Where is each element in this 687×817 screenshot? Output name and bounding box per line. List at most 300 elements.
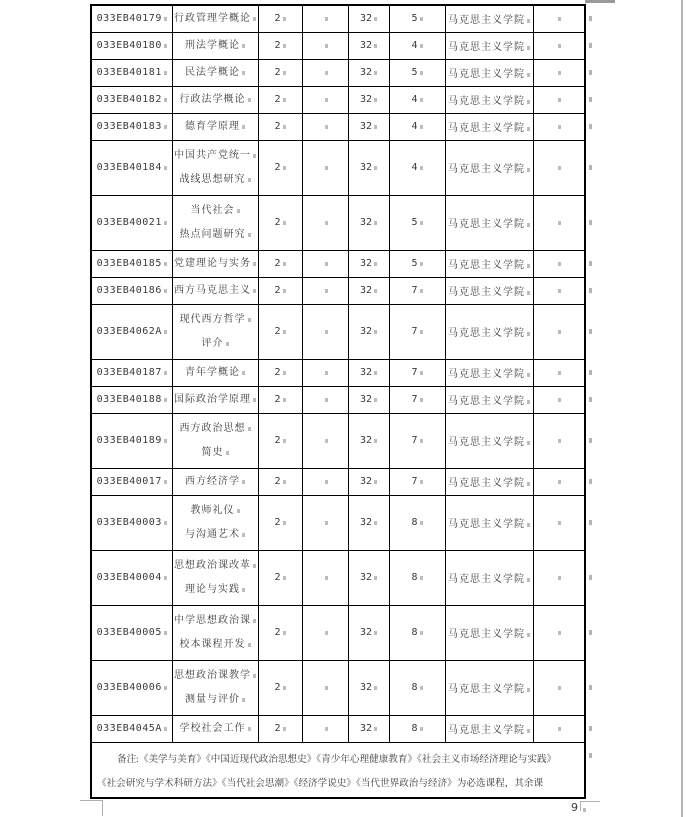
empty-cell[interactable] (302, 59, 348, 86)
row-end-mark-icon (589, 261, 592, 266)
row-end-mark-icon (589, 124, 592, 129)
department-name: 马克思主义学院 (448, 437, 525, 448)
cell-end-mark-icon (164, 576, 167, 580)
semester-cell[interactable] (389, 550, 445, 605)
semester-cell[interactable] (389, 113, 445, 140)
hours-value: 32 (359, 162, 373, 173)
empty-cell[interactable] (302, 495, 348, 550)
course-name-cell[interactable] (172, 113, 258, 140)
empty-cell-2[interactable] (533, 5, 585, 32)
hours-cell[interactable] (348, 195, 389, 250)
course-code-cell[interactable] (91, 550, 172, 605)
course-code-cell[interactable] (91, 86, 172, 113)
cell-end-mark-icon (253, 262, 256, 266)
course-name-line (173, 279, 258, 303)
department-name: 马克思主义学院 (448, 15, 525, 27)
course-code: 033EB40003 (96, 517, 162, 528)
cell-end-mark-icon (420, 330, 423, 334)
credits-value: 2 (274, 367, 281, 378)
note-line-1: 备注:《美学与美育》《中国近现代政治思想史》《青少年心理健康教育》《社会主义市场经济理论与实践》 (117, 754, 557, 766)
cell-end-mark-icon (420, 576, 423, 580)
department-cell[interactable] (445, 86, 533, 113)
department-name: 马克思主义学院 (448, 328, 525, 339)
row-end-mark-icon (589, 575, 592, 580)
department-cell[interactable] (445, 413, 533, 468)
semester-value: 4 (411, 40, 418, 51)
department-cell[interactable] (445, 605, 533, 660)
row-end-mark-icon (589, 520, 592, 525)
course-name: 评介 (201, 337, 224, 349)
cell-end-mark-icon (283, 262, 286, 266)
semester-cell[interactable] (389, 140, 445, 195)
credits-cell[interactable] (258, 605, 302, 660)
empty-cell[interactable] (302, 113, 348, 140)
course-code-cell[interactable] (91, 386, 172, 413)
hours-cell[interactable] (348, 86, 389, 113)
cell-end-mark-icon (374, 330, 377, 334)
course-name-line (173, 252, 258, 276)
credits-cell[interactable] (258, 304, 302, 359)
course-code-cell[interactable] (91, 660, 172, 715)
course-code: 033EB40005 (96, 627, 162, 638)
semester-cell[interactable] (389, 386, 445, 413)
hours-cell[interactable] (348, 32, 389, 59)
cell-end-mark-icon (325, 44, 328, 48)
department-cell[interactable] (445, 495, 533, 550)
hours-value: 32 (359, 517, 373, 528)
semester-cell[interactable] (389, 32, 445, 59)
cell-end-mark-icon (420, 371, 423, 375)
semester-cell[interactable] (389, 250, 445, 277)
hours-cell[interactable] (348, 113, 389, 140)
department-cell[interactable] (445, 715, 533, 742)
credits-cell[interactable] (258, 359, 302, 386)
cell-end-mark-icon (374, 480, 377, 484)
course-name-cell[interactable] (172, 715, 258, 742)
course-name-cell[interactable] (172, 277, 258, 304)
course-name-cell[interactable] (172, 386, 258, 413)
course-code: 033EB40180 (96, 40, 162, 51)
hours-cell[interactable] (348, 386, 389, 413)
table-row (91, 5, 585, 32)
course-code-cell[interactable] (91, 468, 172, 495)
table-row (91, 250, 585, 277)
course-name-cell[interactable] (172, 413, 258, 468)
course-name: 中学思想政治课 (174, 614, 251, 626)
department-cell[interactable] (445, 386, 533, 413)
cell-end-mark-icon (242, 533, 245, 537)
empty-cell-2[interactable] (533, 250, 585, 277)
semester-cell[interactable] (389, 605, 445, 660)
department-cell[interactable] (445, 468, 533, 495)
course-code: 033EB40184 (96, 162, 162, 173)
cell-end-mark-icon (325, 262, 328, 266)
course-name-cell[interactable] (172, 468, 258, 495)
empty-cell[interactable] (302, 660, 348, 715)
course-code-cell[interactable] (91, 140, 172, 195)
cell-end-mark-icon (226, 342, 229, 346)
course-name: 西方马克思主义 (174, 284, 251, 296)
course-code-cell[interactable] (91, 277, 172, 304)
department-cell[interactable] (445, 359, 533, 386)
hours-cell[interactable] (348, 550, 389, 605)
course-name-line (173, 332, 258, 356)
course-code: 033EB40185 (96, 258, 162, 269)
course-code-cell[interactable] (91, 304, 172, 359)
empty-cell[interactable] (302, 550, 348, 605)
empty-cell-2[interactable] (533, 113, 585, 140)
cell-end-mark-icon (164, 371, 167, 375)
cell-end-mark-icon (420, 166, 423, 170)
cell-end-mark-icon (558, 398, 561, 402)
footer-crop-mark-right (580, 801, 600, 802)
empty-cell[interactable] (302, 304, 348, 359)
empty-cell[interactable] (302, 140, 348, 195)
credits-cell[interactable] (258, 550, 302, 605)
hours-value: 32 (359, 258, 373, 269)
table-row (91, 495, 585, 550)
semester-value: 8 (411, 572, 418, 583)
hours-cell[interactable] (348, 359, 389, 386)
row-end-mark-icon (589, 685, 592, 690)
course-name-cell[interactable] (172, 86, 258, 113)
credits-cell[interactable] (258, 32, 302, 59)
table-row (91, 386, 585, 413)
department-cell[interactable] (445, 550, 533, 605)
hours-cell[interactable] (348, 277, 389, 304)
course-code-cell[interactable] (91, 605, 172, 660)
credits-cell[interactable] (258, 5, 302, 32)
department-name: 马克思主义学院 (448, 396, 525, 407)
cell-end-mark-icon (283, 521, 286, 525)
semester-value: 7 (411, 326, 418, 337)
course-code-cell[interactable] (91, 5, 172, 32)
hours-value: 32 (359, 13, 373, 25)
empty-cell[interactable] (302, 468, 348, 495)
cell-end-mark-icon (558, 221, 561, 225)
empty-cell[interactable] (302, 86, 348, 113)
empty-cell[interactable] (302, 277, 348, 304)
semester-cell[interactable] (389, 715, 445, 742)
empty-cell[interactable] (302, 413, 348, 468)
course-code: 033EB40004 (96, 572, 162, 583)
credits-cell[interactable] (258, 277, 302, 304)
credits-cell[interactable] (258, 250, 302, 277)
cell-end-mark-icon (558, 71, 561, 75)
course-name-line (173, 470, 258, 494)
empty-cell-2[interactable] (533, 32, 585, 59)
cell-end-mark-icon (374, 576, 377, 580)
empty-cell[interactable] (302, 32, 348, 59)
course-name-cell[interactable] (172, 32, 258, 59)
cell-end-mark-icon (253, 154, 256, 158)
course-name-cell[interactable] (172, 550, 258, 605)
semester-cell[interactable] (389, 660, 445, 715)
credits-value: 2 (274, 258, 281, 269)
credits-value: 2 (274, 394, 281, 405)
hours-value: 32 (359, 627, 373, 638)
course-code-cell[interactable] (91, 32, 172, 59)
cell-end-mark-icon (527, 73, 530, 77)
cell-end-mark-icon (558, 686, 561, 690)
semester-value: 8 (411, 517, 418, 528)
hours-cell[interactable] (348, 140, 389, 195)
department-cell[interactable] (445, 277, 533, 304)
course-name-cell[interactable] (172, 250, 258, 277)
hours-value: 32 (359, 367, 373, 378)
semester-cell[interactable] (389, 495, 445, 550)
empty-cell[interactable] (302, 195, 348, 250)
department-name: 马克思主义学院 (448, 69, 525, 80)
note-line-2: 《社会研究与学术科研方法》《当代社会思潮》《经济学说史》《当代世界政治与经济》为必选课程，其余课 (97, 778, 544, 790)
row-end-mark-icon (589, 70, 592, 75)
course-name: 党建理论与实务 (174, 257, 251, 269)
course-code-cell[interactable] (91, 113, 172, 140)
cell-end-mark-icon (164, 17, 167, 21)
semester-cell[interactable] (389, 195, 445, 250)
hours-cell[interactable] (348, 468, 389, 495)
course-name-line (173, 417, 258, 441)
department-cell[interactable] (445, 140, 533, 195)
course-name-cell[interactable] (172, 495, 258, 550)
cell-end-mark-icon (374, 631, 377, 635)
cell-end-mark-icon (558, 480, 561, 484)
hours-cell[interactable] (348, 413, 389, 468)
course-code: 033EB40182 (96, 94, 162, 105)
course-code-cell[interactable] (91, 413, 172, 468)
row-end-mark-icon (589, 753, 592, 758)
course-code-cell[interactable] (91, 495, 172, 550)
empty-cell-2[interactable] (533, 468, 585, 495)
note-cell[interactable] (91, 742, 585, 798)
course-code: 033EB4062A (96, 326, 162, 337)
credits-cell[interactable] (258, 660, 302, 715)
hours-cell[interactable] (348, 304, 389, 359)
credits-value: 2 (274, 435, 281, 446)
department-name: 马克思主义学院 (448, 219, 525, 230)
course-name-line (173, 664, 258, 688)
course-name: 中国共产党统一 (174, 149, 251, 161)
course-name-cell[interactable] (172, 304, 258, 359)
course-code-cell[interactable] (91, 195, 172, 250)
department-name: 马克思主义学院 (448, 725, 525, 736)
credits-cell[interactable] (258, 113, 302, 140)
cell-end-mark-icon (283, 17, 286, 21)
credits-value: 2 (274, 121, 281, 132)
row-end-mark-icon (589, 329, 592, 334)
course-name-cell[interactable] (172, 5, 258, 32)
empty-cell[interactable] (302, 715, 348, 742)
cell-end-mark-icon (374, 439, 377, 443)
hours-cell[interactable] (348, 495, 389, 550)
course-name-line (173, 578, 258, 602)
course-name-cell[interactable] (172, 140, 258, 195)
cell-end-mark-icon (374, 166, 377, 170)
semester-cell[interactable] (389, 359, 445, 386)
department-cell[interactable] (445, 32, 533, 59)
semester-cell[interactable] (389, 59, 445, 86)
cell-end-mark-icon (558, 289, 561, 293)
empty-cell-2[interactable] (533, 195, 585, 250)
row-end-mark-icon (589, 43, 592, 48)
table-row (91, 715, 585, 742)
credits-value: 2 (274, 285, 281, 296)
credits-cell[interactable] (258, 59, 302, 86)
empty-cell-2[interactable] (533, 86, 585, 113)
empty-cell-2[interactable] (533, 304, 585, 359)
cell-end-mark-icon (226, 451, 229, 455)
semester-cell[interactable] (389, 5, 445, 32)
cell-end-mark-icon (420, 71, 423, 75)
empty-cell-2[interactable] (533, 715, 585, 742)
hours-value: 32 (359, 40, 373, 51)
department-cell[interactable] (445, 195, 533, 250)
credits-value: 2 (274, 94, 281, 105)
course-name: 校本课程开发 (179, 638, 246, 650)
empty-cell-2[interactable] (533, 59, 585, 86)
cell-end-mark-icon (527, 127, 530, 131)
cell-end-mark-icon (325, 631, 328, 635)
empty-cell-2[interactable] (533, 605, 585, 660)
course-name: 西方政治思想 (179, 422, 246, 434)
cell-end-mark-icon (325, 125, 328, 129)
department-cell[interactable] (445, 113, 533, 140)
cell-end-mark-icon (325, 71, 328, 75)
course-name-line (173, 144, 258, 168)
empty-cell-2[interactable] (533, 550, 585, 605)
note-row-body (91, 742, 585, 798)
cell-end-mark-icon (374, 727, 377, 731)
credits-value: 2 (274, 326, 281, 337)
credits-cell[interactable] (258, 140, 302, 195)
course-code: 033EB40006 (96, 682, 162, 693)
cell-end-mark-icon (164, 71, 167, 75)
semester-cell[interactable] (389, 413, 445, 468)
course-code-cell[interactable] (91, 59, 172, 86)
hours-cell[interactable] (348, 715, 389, 742)
cell-end-mark-icon (527, 291, 530, 295)
credits-cell[interactable] (258, 495, 302, 550)
department-cell[interactable] (445, 250, 533, 277)
course-code-cell[interactable] (91, 715, 172, 742)
hours-cell[interactable] (348, 5, 389, 32)
semester-cell[interactable] (389, 468, 445, 495)
cell-end-mark-icon (248, 727, 251, 731)
credits-cell[interactable] (258, 715, 302, 742)
credits-cell[interactable] (258, 386, 302, 413)
empty-cell-2[interactable] (533, 277, 585, 304)
cell-end-mark-icon (558, 576, 561, 580)
table-row (91, 605, 585, 660)
hours-value: 32 (359, 572, 373, 583)
course-code-cell[interactable] (91, 250, 172, 277)
cell-end-mark-icon (242, 588, 245, 592)
course-name-line (173, 223, 258, 247)
credits-cell[interactable] (258, 468, 302, 495)
scrollbar-thumb-fragment[interactable] (585, 0, 615, 3)
course-name-cell[interactable] (172, 660, 258, 715)
course-code: 033EB4045A (96, 723, 162, 734)
course-name-cell[interactable] (172, 359, 258, 386)
semester-cell[interactable] (389, 86, 445, 113)
hours-cell[interactable] (348, 59, 389, 86)
empty-cell-2[interactable] (533, 495, 585, 550)
credits-cell[interactable] (258, 86, 302, 113)
hours-cell[interactable] (348, 660, 389, 715)
cell-end-mark-icon (558, 98, 561, 102)
course-code-cell[interactable] (91, 359, 172, 386)
row-end-mark-icon (589, 165, 592, 170)
empty-cell-2[interactable] (533, 413, 585, 468)
empty-cell[interactable] (302, 359, 348, 386)
department-cell[interactable] (445, 5, 533, 32)
cell-end-mark-icon (527, 100, 530, 104)
cell-end-mark-icon (420, 521, 423, 525)
empty-cell-2[interactable] (533, 140, 585, 195)
window-edge-line[interactable] (681, 0, 683, 817)
cell-end-mark-icon (283, 480, 286, 484)
course-name-line (173, 388, 258, 412)
footer-crop-mark-left (80, 800, 103, 801)
cell-end-mark-icon (420, 44, 423, 48)
cell-end-mark-icon (527, 523, 530, 527)
semester-cell[interactable] (389, 277, 445, 304)
cell-end-mark-icon (283, 727, 286, 731)
cell-end-mark-icon (558, 17, 561, 21)
course-name-cell[interactable] (172, 59, 258, 86)
cell-end-mark-icon (374, 221, 377, 225)
course-name-line (173, 609, 258, 633)
course-code: 033EB40017 (96, 476, 162, 487)
empty-cell[interactable] (302, 5, 348, 32)
empty-cell-2[interactable] (533, 386, 585, 413)
course-name-cell[interactable] (172, 605, 258, 660)
credits-cell[interactable] (258, 195, 302, 250)
course-name-cell[interactable] (172, 195, 258, 250)
cell-end-mark-icon (527, 482, 530, 486)
cell-end-mark-icon (374, 98, 377, 102)
cell-end-mark-icon (253, 17, 256, 21)
cell-end-mark-icon (283, 686, 286, 690)
table-row (91, 304, 585, 359)
semester-cell[interactable] (389, 304, 445, 359)
department-cell[interactable] (445, 59, 533, 86)
hours-value: 32 (359, 94, 373, 105)
course-name-line (173, 88, 258, 112)
empty-cell[interactable] (302, 250, 348, 277)
department-cell[interactable] (445, 660, 533, 715)
department-name: 马克思主义学院 (448, 519, 525, 530)
cell-end-mark-icon (374, 17, 377, 21)
department-cell[interactable] (445, 304, 533, 359)
department-name: 马克思主义学院 (448, 260, 525, 271)
empty-cell[interactable] (302, 605, 348, 660)
cell-end-mark-icon (558, 371, 561, 375)
table-row (91, 413, 585, 468)
course-name-line (173, 308, 258, 332)
hours-value: 32 (359, 217, 373, 228)
hours-cell[interactable] (348, 250, 389, 277)
semester-value: 4 (411, 121, 418, 132)
cell-end-mark-icon (283, 44, 286, 48)
empty-cell-2[interactable] (533, 660, 585, 715)
table-row (91, 140, 585, 195)
empty-cell[interactable] (302, 386, 348, 413)
hours-cell[interactable] (348, 605, 389, 660)
empty-cell-2[interactable] (533, 359, 585, 386)
credits-cell[interactable] (258, 413, 302, 468)
credits-value: 2 (274, 162, 281, 173)
